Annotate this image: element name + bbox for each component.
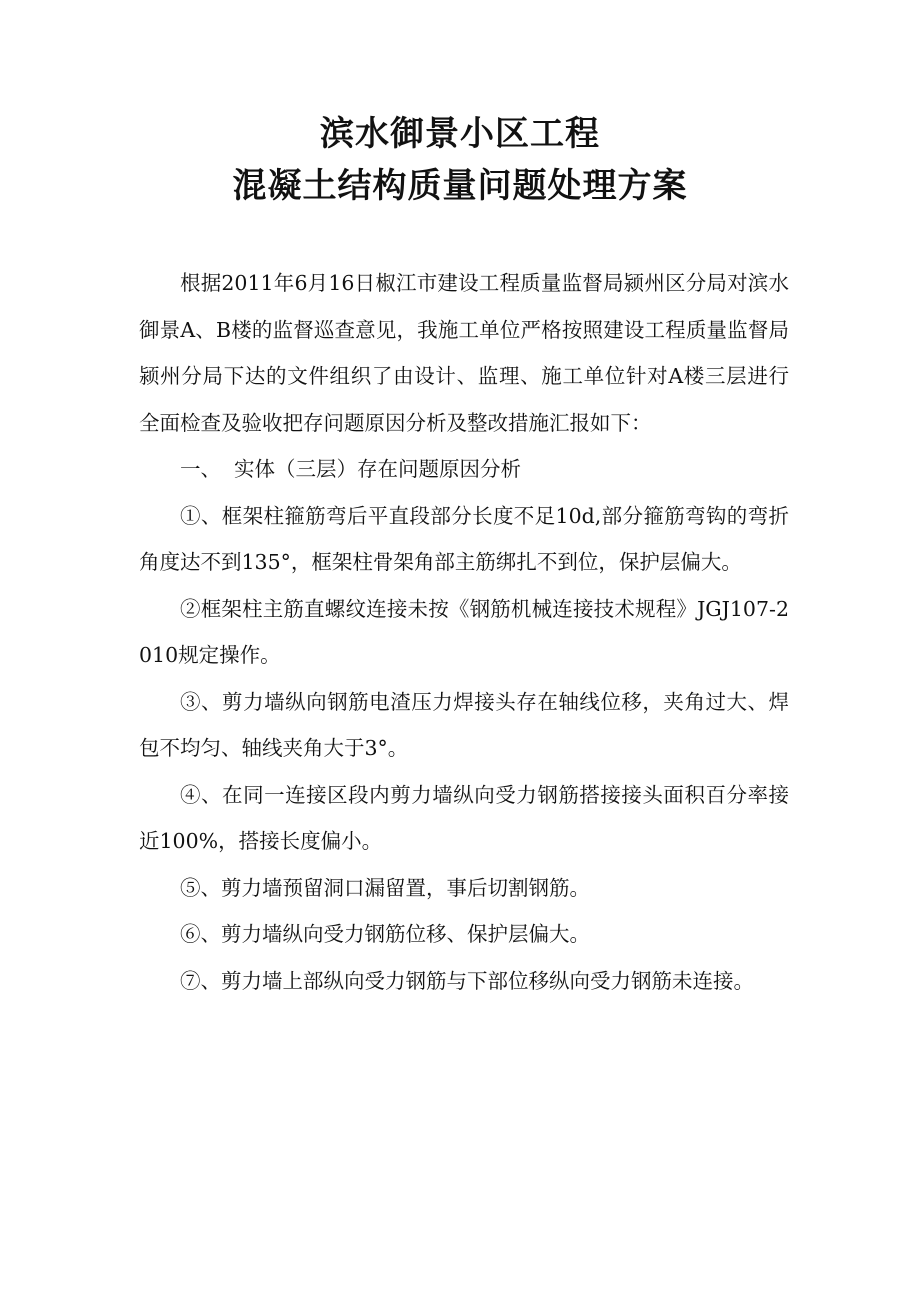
list-item — [139, 493, 789, 586]
item-number: ⑥ — [180, 922, 201, 946]
item-number: ⑦ — [180, 968, 201, 993]
list-item — [139, 911, 789, 958]
document-title-line2: 混凝土结构质量问题处理方案 — [232, 166, 688, 206]
item-number: ⑤ — [180, 875, 201, 900]
section-heading: 一、 实体（三层）存在问题原因分析 — [180, 457, 522, 481]
item-text: 、剪力墙上部纵向受力钢筋与下部位移纵向受力钢筋未连接。 — [200, 968, 754, 993]
item-text: 框架柱主筋直螺纹连接未按《钢筋机械连接技术规程》JGJ107-2010规定操作。 — [139, 596, 789, 667]
document-title-line1: 滨水御景小区工程 — [320, 114, 600, 154]
item-text: 、在同一连接区段内剪力墙纵向受力钢筋搭接接头面积百分率接近100%，搭接长度偏小。 — [139, 782, 790, 853]
item-text: 、剪力墙纵向受力钢筋位移、保护层偏大。 — [200, 922, 590, 946]
item-number: ④ — [180, 782, 202, 807]
list-item — [139, 679, 789, 772]
item-number: ② — [180, 596, 201, 621]
item-number: ③ — [180, 689, 202, 714]
list-item — [139, 865, 789, 912]
document-body — [139, 260, 789, 1004]
item-text: 、框架柱箍筋弯后平直段部分长度不足10d,部分箍筋弯钩的弯折角度达不到135°，框架柱骨架角部主筋绑扎不到位，保护层偏大。 — [139, 503, 790, 574]
list-item — [139, 772, 789, 865]
list-item — [139, 586, 789, 679]
item-number: ① — [180, 503, 201, 528]
item-text: 、剪力墙纵向钢筋电渣压力焊接头存在轴线位移，夹角过大、焊包不均匀、轴线夹角大于3°。 — [139, 689, 790, 760]
item-text: 、剪力墙预留洞口漏留置，事后切割钢筋。 — [200, 875, 590, 900]
list-item — [139, 958, 789, 1005]
intro-paragraph: 根据2011年6月16日椒江市建设工程质量监督局颍州区分局对滨水御景A、B楼的监督巡查意见，我施工单位严格按照建设工程质量监督局颍州分局下达的文件组织了由设计、监理、施工单位针对A楼三层进行全面检查及验收把存问题原因分析及整改措施汇报如下： — [139, 271, 789, 435]
